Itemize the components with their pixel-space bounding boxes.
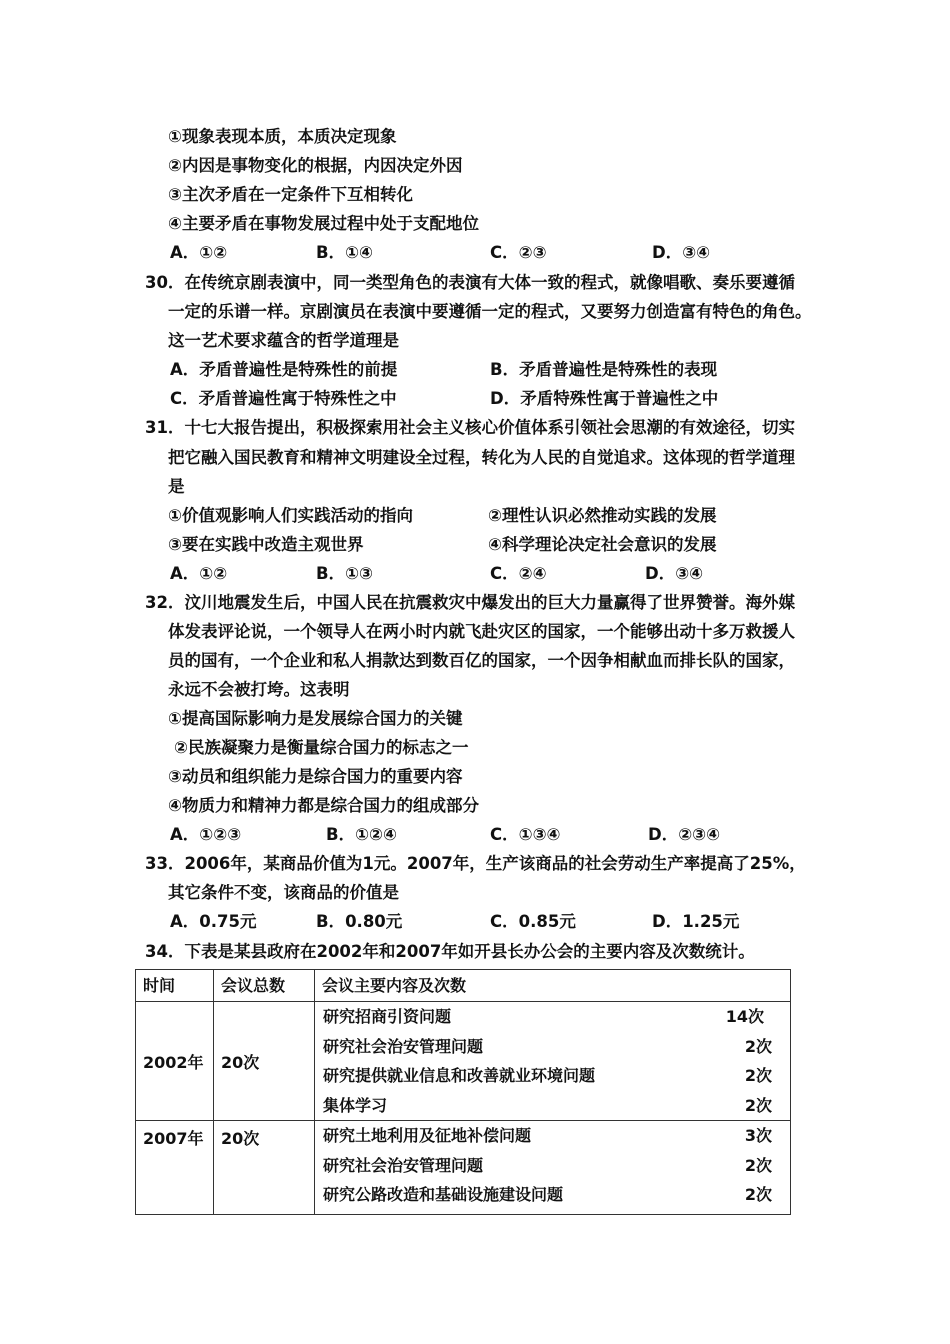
item-count: 2次 xyxy=(744,1185,772,1204)
table-header-row xyxy=(136,970,791,1002)
item-content: 集体学习 xyxy=(323,1095,388,1115)
items-2002 xyxy=(315,1002,791,1121)
q32-item-2: ②民族凝聚力是衡量综合国力的标志之一 xyxy=(174,738,469,757)
q32-line-1: 32．汶川地震发生后，中国人民在抗震救灾中爆发出的巨大力量赢得了世界赞誉。海外媒 xyxy=(145,593,795,612)
item-count: 2次 xyxy=(744,1155,772,1175)
item-count: 14次 xyxy=(725,1007,764,1026)
item-count: 2次 xyxy=(744,1095,772,1115)
q34-line: 34．下表是某县政府在2002年和2007年如开县长办公会的主要内容及次数统计。 xyxy=(145,942,755,961)
table-item xyxy=(315,1151,790,1181)
q30-option-d: D．矛盾特殊性寓于普遍性之中 xyxy=(490,389,719,408)
q31-item-4: ④科学理论决定社会意识的发展 xyxy=(488,535,717,554)
table-item xyxy=(315,1091,790,1121)
q33-option-d: D．1.25元 xyxy=(652,912,740,931)
q32-option-b: B．①②④ xyxy=(326,825,397,844)
total-2007: 20次 xyxy=(214,1121,315,1215)
q29-option-d: D．③④ xyxy=(652,243,711,262)
q32-option-c: C．①③④ xyxy=(490,825,561,844)
table-item xyxy=(315,1061,790,1091)
item-content: 研究提供就业信息和改善就业环境问题 xyxy=(323,1066,596,1085)
q32-line-3: 员的国有，一个企业和私人捐款达到数百亿的国家，一个因争相献血而排长队的国家， xyxy=(168,651,795,670)
year-2007: 2007年 xyxy=(136,1121,214,1215)
q32-line-2: 体发表评论说，一个领导人在两小时内就飞赴灾区的国家，一个能够出动十多万救援人 xyxy=(168,622,795,641)
item-content: 研究社会治安管理问题 xyxy=(323,1155,484,1175)
q29-item-2: ②内因是事物变化的根据，内因决定外因 xyxy=(168,156,463,175)
item-count: 2次 xyxy=(744,1066,772,1085)
header-time: 时间 xyxy=(136,970,214,1002)
q29-option-c: C．②③ xyxy=(490,243,547,262)
q31-line-2: 把它融入国民教育和精神文明建设全过程，转化为人民的自觉追求。这体现的哲学道理 xyxy=(168,448,795,467)
q30-line-2: 一定的乐谱一样。京剧演员在表演中要遵循一定的程式，又要努力创造富有特色的角色。 xyxy=(168,302,812,321)
q30-option-b: B．矛盾普遍性是特殊性的表现 xyxy=(490,360,718,379)
q29-option-a: A．①② xyxy=(170,243,228,262)
q32-item-4: ④物质力和精神力都是综合国力的组成部分 xyxy=(168,796,479,815)
q31-item-3: ③要在实践中改造主观世界 xyxy=(168,535,364,554)
table-item xyxy=(315,1002,790,1032)
table-item xyxy=(315,1180,790,1210)
q31-option-c: C．②④ xyxy=(490,564,547,583)
q31-option-a: A．①② xyxy=(170,564,228,583)
table-item xyxy=(315,1121,790,1151)
q30-line-3: 这一艺术要求蕴含的哲学道理是 xyxy=(168,331,399,350)
q33-line-1: 33．2006年，某商品价值为1元。2007年，生产该商品的社会劳动生产率提高了25%， xyxy=(145,854,806,873)
q31-item-2: ②理性认识必然推动实践的发展 xyxy=(488,506,717,525)
table-row-2007 xyxy=(136,1121,791,1215)
total-2002: 20次 xyxy=(214,1002,315,1121)
q29-item-1: ①现象表现本质，本质决定现象 xyxy=(168,127,397,146)
q29-option-b: B．①④ xyxy=(316,243,374,262)
meeting-statistics-table xyxy=(135,969,791,1215)
q33-option-a: A．0.75元 xyxy=(170,912,257,931)
q31-line-3: 是 xyxy=(168,477,185,496)
q33-line-2: 其它条件不变，该商品的价值是 xyxy=(168,883,399,902)
header-total: 会议总数 xyxy=(214,970,315,1002)
q31-option-b: B．①③ xyxy=(316,564,374,583)
q30-option-c: C．矛盾普遍性寓于特殊性之中 xyxy=(170,389,397,408)
item-content: 研究招商引资问题 xyxy=(323,1007,452,1026)
q32-option-d: D．②③④ xyxy=(648,825,721,844)
q29-item-3: ③主次矛盾在一定条件下互相转化 xyxy=(168,185,413,204)
items-2007 xyxy=(315,1121,791,1215)
year-2002: 2002年 xyxy=(136,1002,214,1121)
item-count: 2次 xyxy=(744,1036,772,1056)
table-row-2002 xyxy=(136,1002,791,1121)
item-content: 研究土地利用及征地补偿问题 xyxy=(323,1126,532,1145)
q32-option-a: A．①②③ xyxy=(170,825,242,844)
header-content: 会议主要内容及次数 xyxy=(315,970,791,1002)
q32-item-1: ①提高国际影响力是发展综合国力的关键 xyxy=(168,709,463,728)
q32-line-4: 永远不会被打垮。这表明 xyxy=(168,680,350,699)
q32-item-3: ③动员和组织能力是综合国力的重要内容 xyxy=(168,767,463,786)
item-count: 3次 xyxy=(744,1126,772,1145)
item-content: 研究公路改造和基础设施建设问题 xyxy=(323,1185,564,1204)
item-content: 研究社会治安管理问题 xyxy=(323,1036,484,1056)
q29-item-4: ④主要矛盾在事物发展过程中处于支配地位 xyxy=(168,214,479,233)
q33-option-c: C．0.85元 xyxy=(490,912,576,931)
q31-option-d: D．③④ xyxy=(645,564,704,583)
q30-line-1: 30．在传统京剧表演中，同一类型角色的表演有大体一致的程式，就像唱歌、奏乐要遵循 xyxy=(145,273,795,292)
table-item xyxy=(315,1032,790,1062)
q31-item-1: ①价值观影响人们实践活动的指向 xyxy=(168,506,413,525)
q31-line-1: 31．十七大报告提出，积极探索用社会主义核心价值体系引领社会思潮的有效途径，切实 xyxy=(145,418,795,437)
q30-option-a: A．矛盾普遍性是特殊性的前提 xyxy=(170,360,398,379)
q33-option-b: B．0.80元 xyxy=(316,912,403,931)
